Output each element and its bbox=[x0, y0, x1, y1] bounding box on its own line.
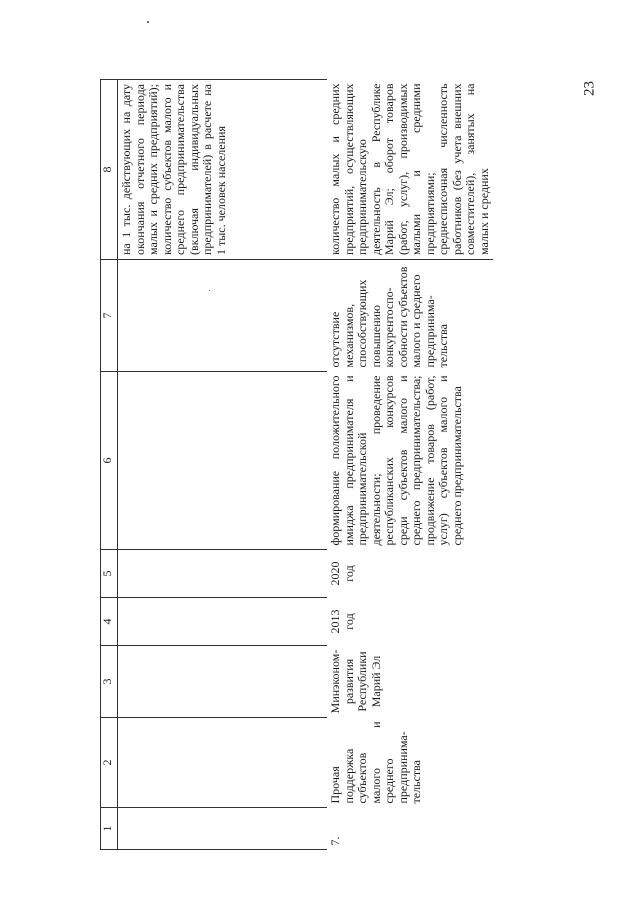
indicators-cell-continued: на 1 тыс. действующих на дату окончания отчетного периода малых и средних предприятий); количество субъектов малого и среднего предпринимательства (включая индивидуальных предпринимателей) в расчете на 1 тыс. человек населения bbox=[118, 80, 328, 260]
table-row bbox=[327, 80, 493, 850]
empty-cell bbox=[118, 718, 328, 808]
empty-cell bbox=[118, 646, 328, 718]
consequences-cell: отсутствие механизмов, способствующих повышению конкурентоспо-собности субъектов малого и среднего предпринима-тельства bbox=[328, 266, 450, 368]
header-cell: 7 bbox=[101, 260, 118, 372]
start-year-cell: 2013 год bbox=[328, 609, 356, 634]
expected-result-cell: формирование положительного имиджа предпринимателя и предпринимательской деятельности; проведение республиканских конкурсов среди субъектов малого и среднего предпринимательства; продвижение товаров (работ, услуг) субъектов малого и среднего предпринимательства bbox=[328, 375, 464, 546]
table-row-continued bbox=[118, 80, 328, 850]
header-cell: 6 bbox=[101, 372, 118, 550]
empty-cell bbox=[118, 550, 328, 598]
header-cell: 3 bbox=[101, 646, 118, 718]
executor-cell: Минэконом-развития Республики Марий Эл bbox=[328, 649, 383, 714]
page-number: 23 bbox=[581, 81, 598, 96]
header-row bbox=[101, 80, 118, 850]
indicators-cell: количество малых и средних предприятий, осуществляющих предпринимательскую деятельность в Республике Марий Эл; оборот товаров (работ, услуг), производимых малыми и средними предприятиями; среднесписочная численность работников (без учета внешних совместителей), занятых на малых и средних bbox=[327, 80, 493, 260]
header-cell: 1 bbox=[101, 808, 118, 850]
program-table bbox=[100, 79, 493, 850]
rotated-table-wrapper bbox=[100, 80, 570, 850]
header-cell: 2 bbox=[101, 718, 118, 808]
measure-name-cell: Прочая поддержка субъектов малого и среднего предпринима-тельства bbox=[328, 721, 423, 804]
header-cell: 8 bbox=[101, 80, 118, 260]
empty-cell bbox=[118, 598, 328, 646]
scan-speck bbox=[147, 21, 149, 23]
header-cell: 4 bbox=[101, 598, 118, 646]
header-cell: 5 bbox=[101, 550, 118, 598]
empty-cell bbox=[118, 808, 328, 850]
end-year-cell: 2020 год bbox=[328, 561, 356, 586]
row-number: 7. bbox=[328, 836, 342, 846]
empty-cell bbox=[118, 372, 328, 550]
empty-cell bbox=[118, 260, 328, 372]
